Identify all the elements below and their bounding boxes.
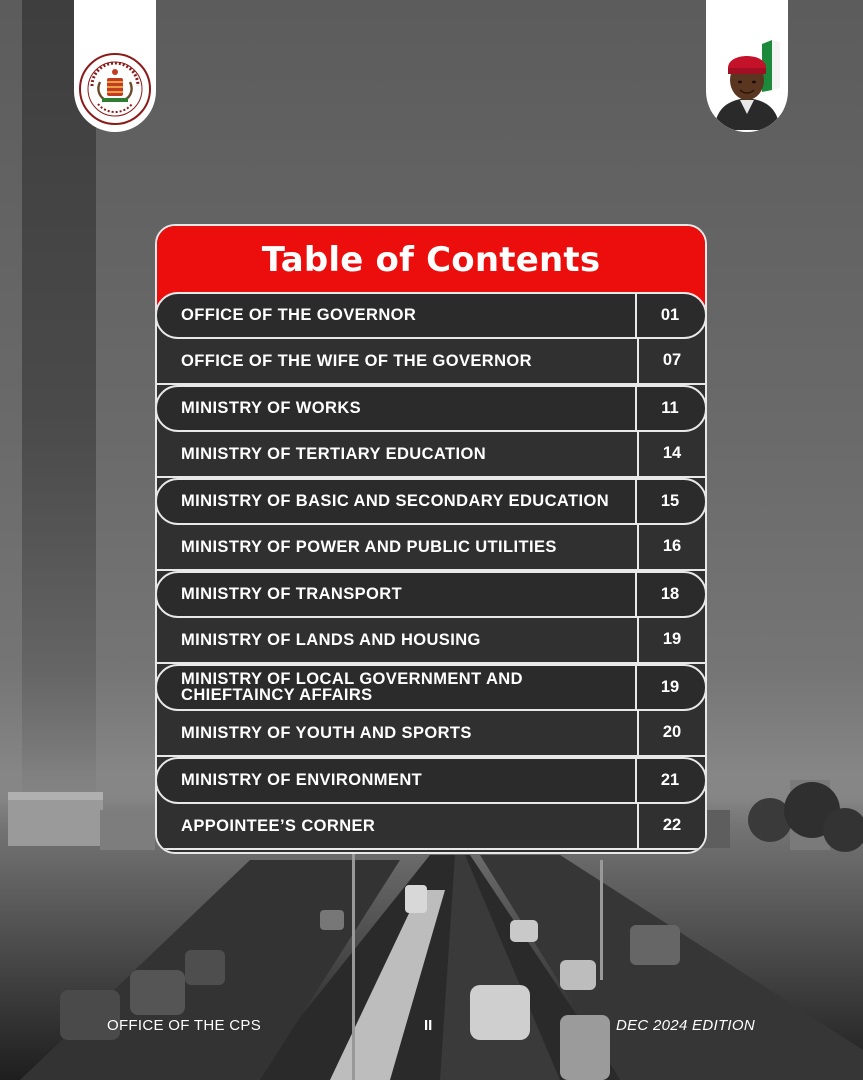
toc-entry[interactable] [157, 525, 705, 572]
toc-entry-page: 19 [635, 666, 703, 709]
toc-entry-label: OFFICE OF THE WIFE OF THE GOVERNOR [181, 351, 532, 370]
toc-entry-label: MINISTRY OF POWER AND PUBLIC UTILITIES [181, 537, 557, 556]
toc-entry[interactable] [157, 804, 705, 851]
toc-entry-label: OFFICE OF THE GOVERNOR [181, 306, 417, 325]
toc-entry-label: MINISTRY OF YOUTH AND SPORTS [181, 723, 472, 742]
toc-entry-page: 07 [637, 339, 705, 384]
governor-tab [706, 0, 788, 132]
toc-entry-page: 01 [635, 294, 703, 337]
governor-portrait [710, 30, 784, 130]
table-of-contents [155, 224, 707, 854]
toc-entry[interactable] [155, 478, 707, 525]
toc-entry-page: 22 [637, 804, 705, 849]
toc-entry-page: 15 [635, 480, 703, 523]
toc-entry-page: 21 [635, 759, 703, 802]
toc-entry-label: MINISTRY OF WORKS [181, 399, 362, 418]
toc-entry[interactable] [157, 618, 705, 665]
toc-entry[interactable] [155, 757, 707, 804]
toc-entry-label: MINISTRY OF ENVIRONMENT [181, 771, 423, 790]
toc-entry-label: MINISTRY OF BASIC AND SECONDARY EDUCATION [181, 492, 610, 511]
toc-title: Table of Contents [261, 240, 601, 280]
toc-entry[interactable] [157, 432, 705, 479]
toc-entry-page: 20 [637, 711, 705, 756]
toc-rows [157, 292, 705, 850]
toc-entry[interactable] [157, 339, 705, 386]
toc-entry-label: MINISTRY OF TRANSPORT [181, 585, 403, 604]
toc-entry-page: 14 [637, 432, 705, 477]
state-seal-icon [78, 52, 152, 126]
toc-entry-label: MINISTRY OF LANDS AND HOUSING [181, 630, 481, 649]
toc-entry[interactable] [157, 711, 705, 758]
footer-office: OFFICE OF THE CPS [107, 1017, 262, 1034]
toc-entry[interactable] [155, 292, 707, 339]
toc-entry[interactable] [155, 385, 707, 432]
toc-entry-label: MINISTRY OF TERTIARY EDUCATION [181, 444, 487, 463]
toc-entry-label: MINISTRY OF LOCAL GOVERNMENT AND CHIEFTAINCY AFFAIRS [181, 670, 523, 705]
seal-tab [74, 0, 156, 132]
toc-entry[interactable] [155, 664, 707, 711]
toc-entry-page: 11 [635, 387, 703, 430]
toc-entry[interactable] [155, 571, 707, 618]
toc-entry-page: 16 [637, 525, 705, 570]
footer-page-number: II [424, 1017, 433, 1034]
toc-entry-label: APPOINTEE’S CORNER [181, 816, 376, 835]
toc-entry-page: 19 [637, 618, 705, 663]
toc-entry-page: 18 [635, 573, 703, 616]
footer-edition: DEC 2024 EDITION [615, 1017, 755, 1034]
